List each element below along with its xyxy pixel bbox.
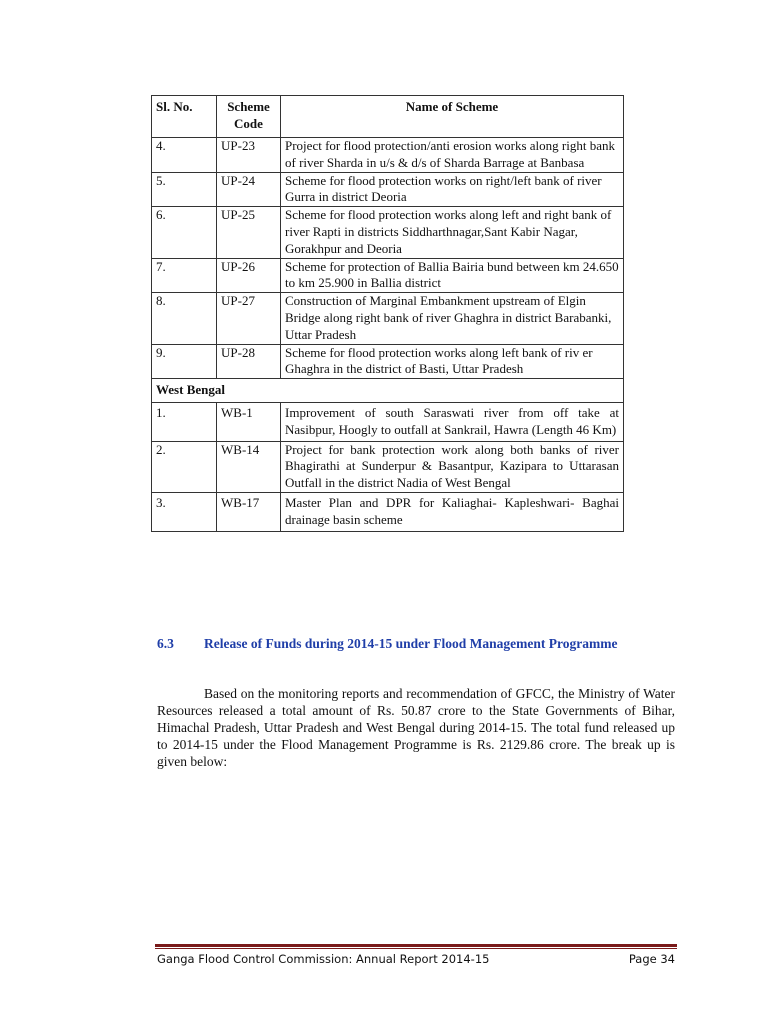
cell-name: Scheme for flood protection works along left and right bank of river Rapti in districts Siddharthnagar,Sant Kabir Nagar, Gorakhpur and Deoria <box>281 207 624 258</box>
section-number: 6.3 <box>157 636 174 651</box>
section-label-west-bengal: West Bengal <box>152 379 624 403</box>
cell-sl: 4. <box>152 138 217 173</box>
header-scheme-code-line2: Code <box>234 115 263 131</box>
cell-name: Scheme for flood protection works along left bank of riv er Ghaghra in the district of Basti, Uttar Pradesh <box>281 344 624 379</box>
table-row <box>152 402 624 441</box>
cell-name: Improvement of south Saraswati river from off take at Nasibpur, Hoogly to outfall at Sankrail, Hawra (Length 46 Km) <box>281 402 624 441</box>
cell-sl: 7. <box>152 258 217 293</box>
cell-sl: 5. <box>152 172 217 207</box>
cell-sl: 2. <box>152 441 217 492</box>
header-scheme-code-line1: Scheme <box>227 99 270 114</box>
section-title: Release of Funds during 2014-15 under Flood Management Programme <box>204 636 618 651</box>
cell-code: UP-27 <box>217 293 281 344</box>
footer-page-number: Page 34 <box>628 952 675 966</box>
schemes-table <box>151 95 624 532</box>
header-scheme-code <box>217 96 281 138</box>
table-row <box>152 207 624 258</box>
cell-name: Scheme for flood protection works on right/left bank of river Gurra in district Deoria <box>281 172 624 207</box>
cell-code: UP-25 <box>217 207 281 258</box>
footer-report-title: Ganga Flood Control Commission: Annual Report 2014-15 <box>157 952 490 966</box>
cell-name: Construction of Marginal Embankment upstream of Elgin Bridge along right bank of river Ghaghra in district Barabanki, Uttar Pradesh <box>281 293 624 344</box>
cell-sl: 6. <box>152 207 217 258</box>
table-row <box>152 138 624 173</box>
cell-code: UP-24 <box>217 172 281 207</box>
cell-sl: 3. <box>152 492 217 531</box>
cell-name: Project for flood protection/anti erosion works along right bank of river Sharda in u/s & d/s of Sharda Barrage at Banbasa <box>281 138 624 173</box>
section-row-west-bengal <box>152 379 624 403</box>
table-row <box>152 172 624 207</box>
cell-sl: 1. <box>152 402 217 441</box>
cell-code: UP-23 <box>217 138 281 173</box>
cell-name: Master Plan and DPR for Kaliaghai- Kapleshwari- Baghai drainage basin scheme <box>281 492 624 531</box>
table-row <box>152 492 624 531</box>
cell-code: UP-26 <box>217 258 281 293</box>
cell-code: UP-28 <box>217 344 281 379</box>
table-row <box>152 441 624 492</box>
table-header-row <box>152 96 624 138</box>
cell-sl: 8. <box>152 293 217 344</box>
footer-rule-thin <box>155 948 677 949</box>
cell-name: Scheme for protection of Ballia Bairia bund between km 24.650 to km 25.900 in Ballia district <box>281 258 624 293</box>
cell-code: WB-14 <box>217 441 281 492</box>
footer-rule-thick <box>155 944 677 947</box>
cell-sl: 9. <box>152 344 217 379</box>
header-sl-no: Sl. No. <box>152 96 217 138</box>
table-row <box>152 293 624 344</box>
section-heading <box>157 635 675 652</box>
cell-code: WB-17 <box>217 492 281 531</box>
cell-name: Project for bank protection work along both banks of river Bhagirathi at Sunderpur & Basantpur, Kazipara to Uttarasan Outfall in the district Nadia of West Bengal <box>281 441 624 492</box>
body-paragraph: Based on the monitoring reports and recommendation of GFCC, the Ministry of Water Resources released a total amount of Rs. 50.87 crore to the State Governments of Bihar, Himachal Pradesh, Uttar Pradesh and West Bengal during 2014-15. The total fund released up to 2014-15 under the Flood Management Programme is Rs. 2129.86 crore. The break up is given below: <box>157 686 675 769</box>
table-row <box>152 258 624 293</box>
header-name-of-scheme: Name of Scheme <box>281 96 624 138</box>
table-row <box>152 344 624 379</box>
cell-code: WB-1 <box>217 402 281 441</box>
